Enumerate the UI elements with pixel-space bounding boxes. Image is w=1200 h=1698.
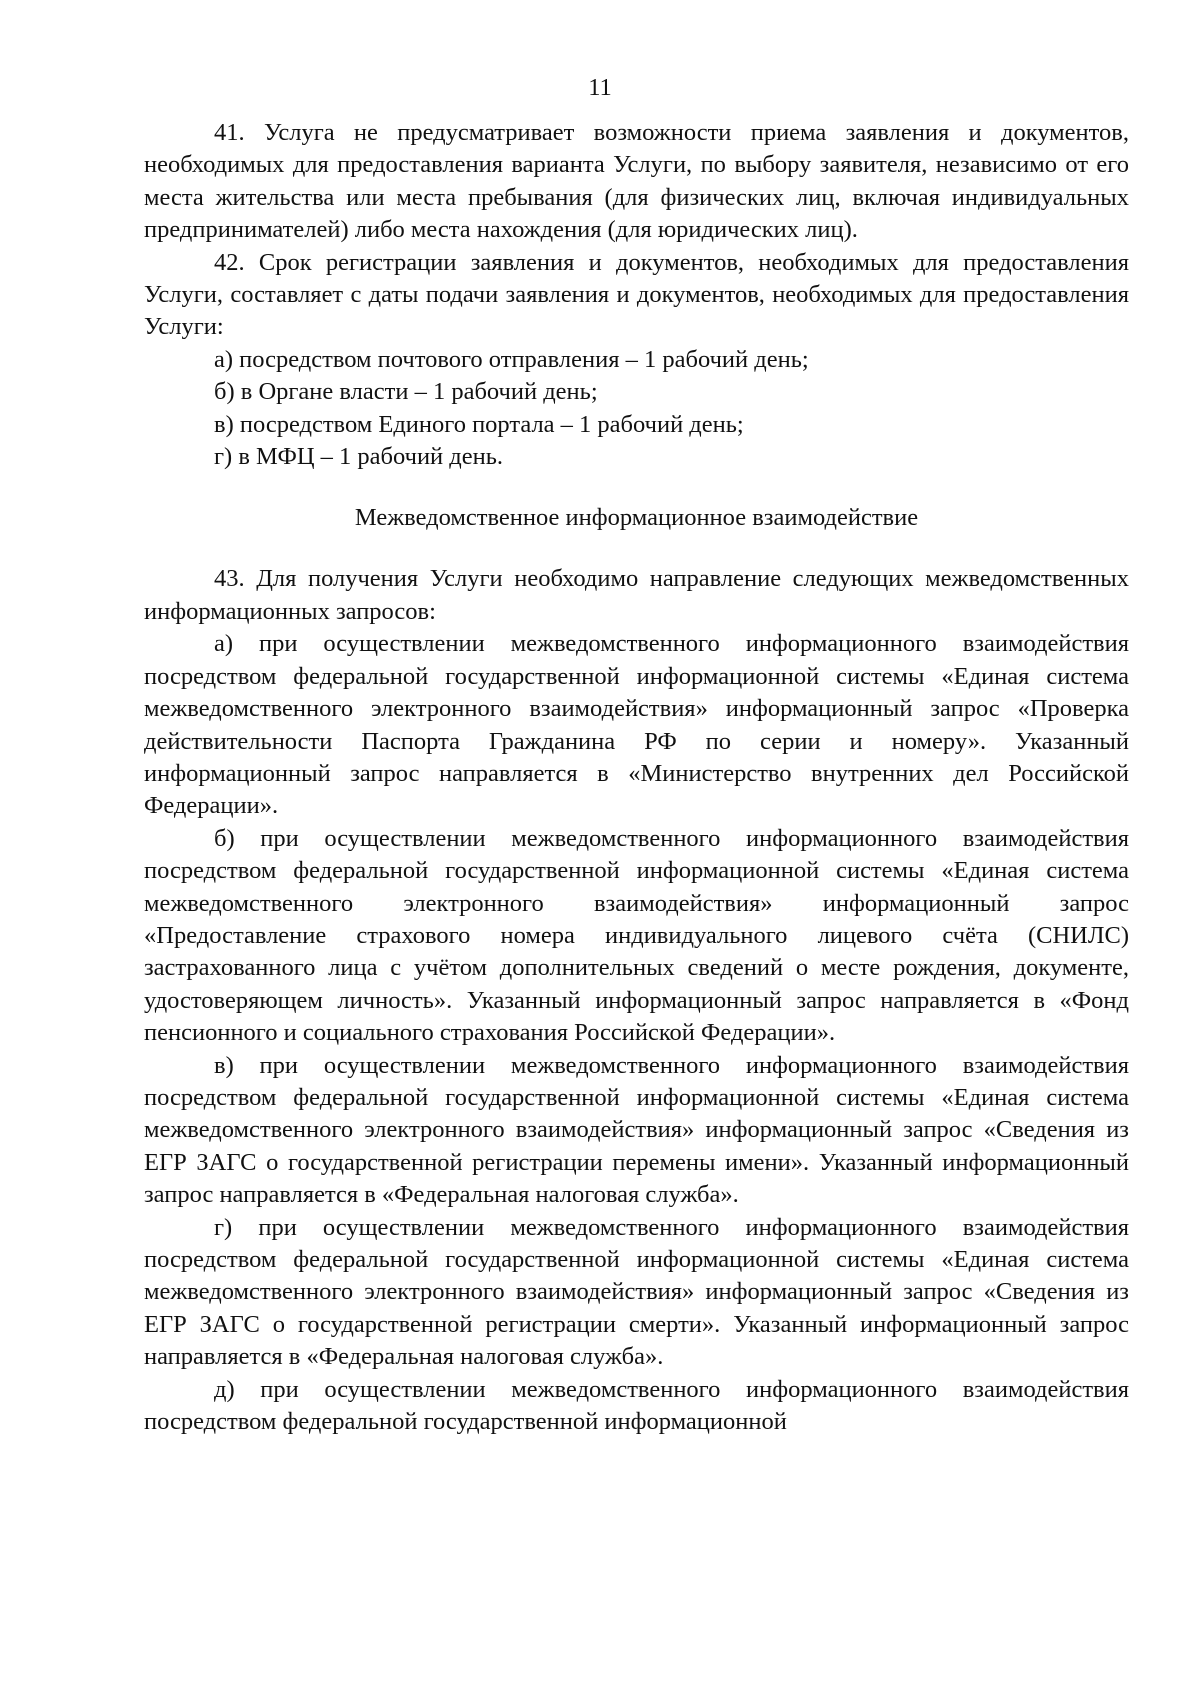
paragraph-43-item-a: а) при осуществлении межведомственного информационного взаимодействия посредством федеральной государственной информационной системы «Единая система межведомственного электронного взаимодействия» информационный запрос «Проверка действительности Паспорта Гражданина РФ по серии и номеру». Указанный информационный запрос направляется в «Министерство внутренних дел Российской Федерации». bbox=[144, 630, 1129, 820]
paragraph-43-item-v: в) при осуществлении межведомственного информационного взаимодействия посредством федеральной государственной информационной системы «Единая система межведомственного электронного взаимодействия» информационный запрос «Сведения из ЕГР ЗАГС о государственной регистрации перемены имени». Указанный информационный запрос направляется в «Федеральная налоговая служба». bbox=[144, 1051, 1129, 1209]
paragraph-42-item-a: а) посредством почтового отправления – 1 рабочий день; bbox=[214, 345, 809, 373]
paragraph-43-item-d: д) при осуществлении межведомственного информационного взаимодействия посредством федеральной государственной информационной bbox=[144, 1375, 1129, 1436]
paragraph-42: 42. Срок регистрации заявления и документов, необходимых для предоставления Услуги, составляет с даты подачи заявления и документов, необходимых для предоставления Услуги: bbox=[144, 248, 1129, 341]
paragraph-42-item-g: г) в МФЦ – 1 рабочий день. bbox=[214, 443, 504, 471]
paragraph-43-item-b: б) при осуществлении межведомственного информационного взаимодействия посредством федеральной государственной информационной системы «Единая система межведомственного электронного взаимодействия» информационный запрос «Предоставление страхового номера индивидуального лицевого счёта (СНИЛС) застрахованного лица с учётом дополнительных сведений о месте рождения, документе, удостоверяющем личность». Указанный информационный запрос направляется в «Фонд пенсионного и социального страхования Российской Федерации». bbox=[144, 824, 1129, 1047]
paragraph-42-item-b: б) в Органе власти – 1 рабочий день; bbox=[214, 378, 598, 406]
paragraph-43-item-g: г) при осуществлении межведомственного информационного взаимодействия посредством федеральной государственной информационной системы «Единая система межведомственного электронного взаимодействия» информационный запрос «Сведения из ЕГР ЗАГС о государственной регистрации смерти». Указанный информационный запрос направляется в «Федеральная налоговая служба». bbox=[144, 1213, 1129, 1371]
paragraph-43: 43. Для получения Услуги необходимо направление следующих межведомственных информационных запросов: bbox=[144, 565, 1129, 625]
paragraph-42-item-v: в) посредством Единого портала – 1 рабочий день; bbox=[214, 410, 744, 438]
document-body bbox=[144, 117, 1129, 1438]
paragraph-41: 41. Услуга не предусматривает возможности приема заявления и документов, необходимых для предоставления варианта Услуги, по выбору заявителя, независимо от его места жительства или места пребывания (для физических лиц, включая индивидуальных предпринимателей) либо места нахождения (для юридических лиц). bbox=[144, 119, 1129, 244]
page-number: 11 bbox=[588, 74, 612, 101]
section-heading: Межведомственное информационное взаимодействие bbox=[354, 504, 919, 532]
